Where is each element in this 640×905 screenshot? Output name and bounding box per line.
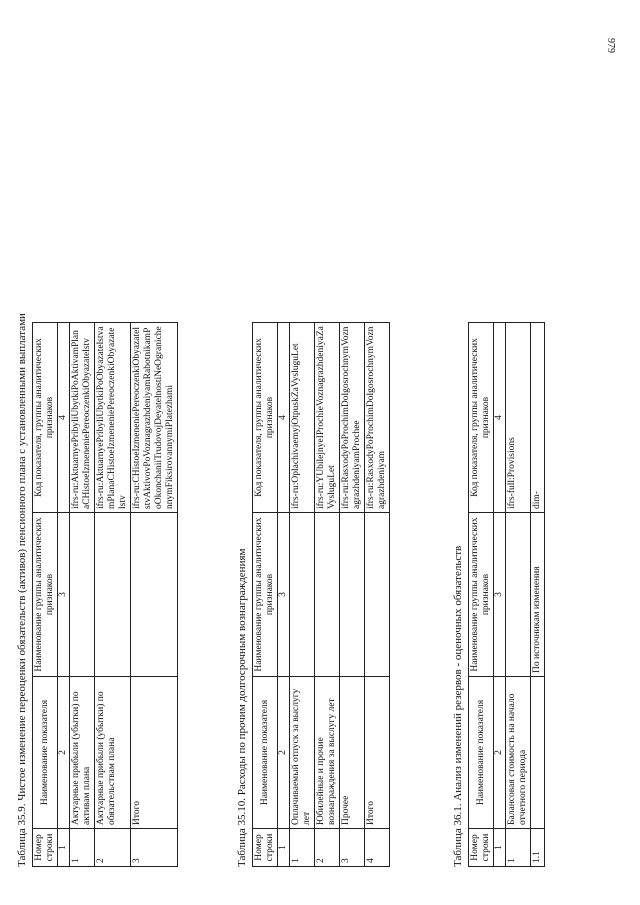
column-header: Номер строки <box>469 829 494 867</box>
row-code: ifrs-ru:RasxodyPoProchimDolgosrochnymVoznagrazhdeniyam <box>365 323 390 513</box>
row-number: 3 <box>340 829 365 867</box>
row-number: 1 <box>70 829 95 867</box>
column-number: 4 <box>494 323 506 513</box>
column-number: 1 <box>278 829 290 867</box>
row-name: Балансовая стоимость на начало отчетного периода <box>506 677 531 829</box>
table-36-1-caption: Таблица 36.1. Анализ изменений резервов - оценочных обязательств <box>452 545 464 867</box>
column-header: Наименование группы аналитических признаков <box>253 513 278 677</box>
row-group: По источникам изменения <box>531 513 545 677</box>
row-code: ifrs-ru:YUbilejnyeIProchieVoznagrazhdeniyaZaVysluguLet <box>315 323 340 513</box>
table-header-row <box>33 323 58 867</box>
column-header: Номер строки <box>33 829 58 867</box>
row-code: ifrs-ru:RasxodyPoProchimDolgosrochnymVoznagrazhdeniyamProchee <box>340 323 365 513</box>
column-header: Наименование группы аналитических признаков <box>469 513 494 677</box>
row-code: ifrs-ru:OplachivaemyjOtpuskZaVysluguLet <box>290 323 315 513</box>
table-35-10 <box>252 322 390 867</box>
row-number: 2 <box>95 829 131 867</box>
table-header-row <box>469 323 494 867</box>
column-header: Код показателя, группы аналитических признаков <box>33 323 58 513</box>
column-header: Наименование группы аналитических признаков <box>33 513 58 677</box>
row-code: ifrs-ru:CHistoeIzmeneniePereoczenkiObyazatelstvAktivovPoVoznagrazhdeniyamRabotnikamPoOkonchaniiTrudovojDeyatelnostiNeOgranichennymFiksirovannymiPlatezhami <box>131 323 178 513</box>
row-number: 1 <box>290 829 315 867</box>
row-number: 4 <box>365 829 390 867</box>
row-group <box>506 513 531 677</box>
table-35-10-caption: Таблица 35.10. Расходы по прочим долгосрочным вознаграждениям <box>236 548 248 867</box>
column-number: 2 <box>58 677 70 829</box>
row-group <box>290 513 315 677</box>
column-header: Код показателя, группы аналитических признаков <box>253 323 278 513</box>
table-row <box>531 323 545 867</box>
column-number: 3 <box>58 513 70 677</box>
row-code: ifrs-full:Provisions <box>506 323 531 513</box>
row-name: Актуарные прибыли (убытки) по активам плана <box>70 677 95 829</box>
column-number-row <box>278 323 290 867</box>
column-number: 3 <box>278 513 290 677</box>
column-header: Код показателя, группы аналитических признаков <box>469 323 494 513</box>
column-number: 2 <box>494 677 506 829</box>
row-group <box>95 513 131 677</box>
table-row <box>70 323 95 867</box>
column-number-row <box>58 323 70 867</box>
column-number: 1 <box>58 829 70 867</box>
table-header-row <box>253 323 278 867</box>
column-number: 4 <box>278 323 290 513</box>
row-group <box>315 513 340 677</box>
table-row <box>506 323 531 867</box>
row-name: Оплачиваемый отпуск за выслугу лет <box>290 677 315 829</box>
column-number: 3 <box>494 513 506 677</box>
table-row <box>95 323 131 867</box>
table-36-1 <box>468 322 545 867</box>
column-number: 1 <box>494 829 506 867</box>
table-row <box>365 323 390 867</box>
column-number: 4 <box>58 323 70 513</box>
row-name: Итого <box>131 677 178 829</box>
row-number: 1 <box>506 829 531 867</box>
row-group <box>340 513 365 677</box>
row-group <box>131 513 178 677</box>
row-name: Актуарные прибыли (убытки) по обязательствам плана <box>95 677 131 829</box>
row-group <box>70 513 95 677</box>
page-number: 979 <box>605 38 616 53</box>
column-header: Наименование показателя <box>253 677 278 829</box>
column-number: 2 <box>278 677 290 829</box>
table-row <box>290 323 315 867</box>
table-row <box>340 323 365 867</box>
rotated-page <box>0 25 640 905</box>
row-number: 1.1 <box>531 829 545 867</box>
row-number: 3 <box>131 829 178 867</box>
column-header: Наименование показателя <box>469 677 494 829</box>
table-row <box>315 323 340 867</box>
row-name: Итого <box>365 677 390 829</box>
table-35-9-caption: Таблица 35.9. Чистое изменение переоценки обязательств (активов) пенсионного плана с установленными выплатами <box>16 313 28 867</box>
row-name <box>531 677 545 829</box>
column-header: Наименование показателя <box>33 677 58 829</box>
row-code: dim- <box>531 323 545 513</box>
row-number: 2 <box>315 829 340 867</box>
table-35-9 <box>32 322 178 867</box>
row-code: ifrs-ru:AktuarnyePribyliUbytkiPoObyazatelstvamPlanaCHistoeIzmeneniePereoczenkiObyazatelstv <box>95 323 131 513</box>
row-name: Юбилейные и прочие вознаграждения за выслугу лет <box>315 677 340 829</box>
row-code: ifrs-ru:AktuarnyePribyliUbytkiPoAktivamPlanaCHistoeIzmeneniePereoczenkiObyazatelstv <box>70 323 95 513</box>
column-header: Номер строки <box>253 829 278 867</box>
row-name: Прочее <box>340 677 365 829</box>
column-number-row <box>494 323 506 867</box>
table-row <box>131 323 178 867</box>
row-group <box>365 513 390 677</box>
